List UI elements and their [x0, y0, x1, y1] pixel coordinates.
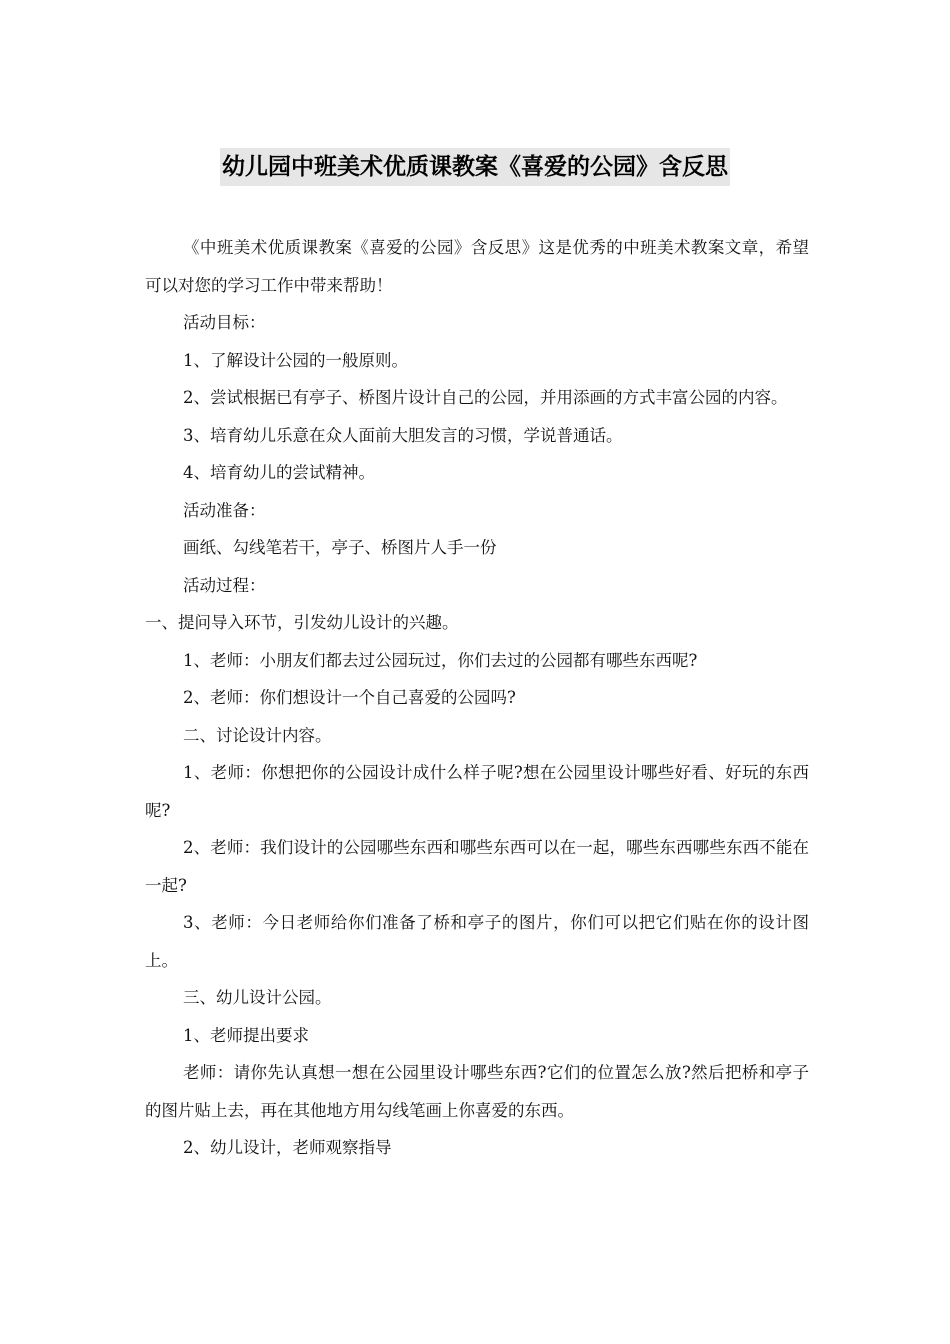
teacher-instruction: 老师：请你先认真想一想在公园里设计哪些东西?它们的位置怎么放?然后把桥和亭子的图片贴上去，再在其他地方用勾线笔画上你喜爱的东西。	[145, 1063, 809, 1120]
goal-item-1: 1、了解设计公园的一般原则。	[183, 350, 408, 370]
preparation-text: 画纸、勾线笔若干，亭子、桥图片人手一份	[183, 538, 497, 557]
process-step-1-item-1: 1、老师：小朋友们都去过公园玩过，你们去过的公园都有哪些东西呢?	[183, 650, 698, 670]
process-step-3-item-2: 2、幼儿设计，老师观察指导	[183, 1138, 392, 1157]
section-heading-process: 活动过程：	[183, 575, 266, 595]
section-heading-goals: 活动目标：	[183, 313, 266, 332]
process-step-2-item-3: 3、老师：今日老师给你们准备了桥和亭子的图片，你们可以把它们贴在你的设计图上。	[145, 913, 809, 970]
goal-item-4: 4、培育幼儿的尝试精神。	[183, 463, 375, 482]
process-step-2-item-1: 1、老师：你想把你的公园设计成什么样子呢?想在公园里设计哪些好看、好玩的东西呢?	[145, 763, 809, 820]
process-step-1-item-2: 2、老师：你们想设计一个自己喜爱的公园吗?	[183, 688, 516, 707]
document-title: 幼儿园中班美术优质课教案《喜爱的公园》含反思	[220, 148, 730, 186]
intro-paragraph: 《中班美术优质课教案《喜爱的公园》含反思》这是优秀的中班美术教案文章，希望可以对您的学习工作中带来帮助！	[145, 238, 809, 295]
goal-item-3: 3、培育幼儿乐意在众人面前大胆发言的习惯，学说普通话。	[183, 425, 623, 445]
process-step-3-heading: 三、幼儿设计公园。	[183, 988, 332, 1007]
process-step-3-item-1: 1、老师提出要求	[183, 1025, 309, 1045]
goal-item-2: 2、尝试根据已有亭子、桥图片设计自己的公园，并用添画的方式丰富公园的内容。	[183, 388, 788, 407]
process-step-2-heading: 二、讨论设计内容。	[183, 725, 332, 745]
title-container	[0, 148, 950, 186]
process-step-1-heading: 一、提问导入环节，引发幼儿设计的兴趣。	[145, 613, 459, 632]
document-body	[145, 229, 809, 1167]
section-heading-preparation: 活动准备：	[183, 500, 266, 520]
process-step-2-item-2: 2、老师：我们设计的公园哪些东西和哪些东西可以在一起，哪些东西哪些东西不能在一起?	[145, 838, 809, 895]
